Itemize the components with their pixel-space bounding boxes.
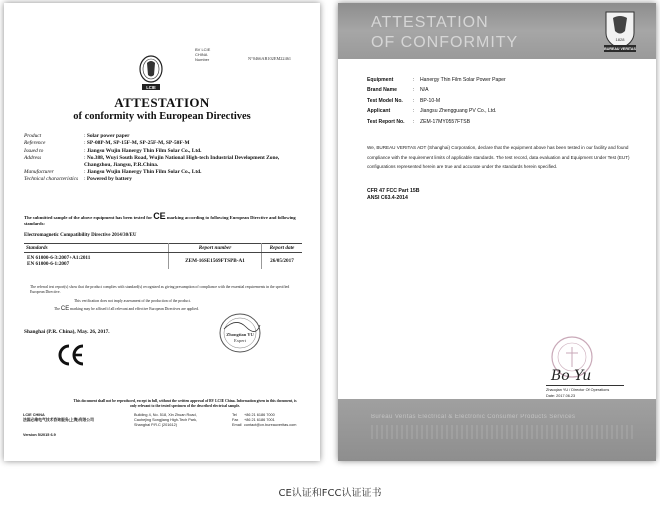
logo-text: BUREAU VERITAS [604, 47, 636, 52]
fcc-field-report: Test Report No. : ZEM-17MY0557FTSB [367, 118, 471, 125]
table-cell-report-number: ZEM-16SE1569FTSPB-A1 [169, 253, 262, 270]
ce-directive: Electromagnetic Compatibility Directive 2014/30/EU [24, 233, 137, 238]
ce-row-technical: Technical characteristics : Powered by battery [24, 176, 314, 183]
ce-subtitle: of conformity with European Directives [73, 111, 251, 122]
fcc-header-banner [338, 3, 656, 59]
ce-submitted-text: The submitted sample of the above equipment has been tested for CE marking according to following European Directive and following standards: [24, 211, 296, 226]
fcc-title: ATTESTATION [371, 14, 489, 31]
fcc-subtitle: OF CONFORMITY [371, 34, 519, 51]
ce-note-marking: The CE marking may be affixed if all relevant and effective European Directives are applied. [54, 306, 199, 312]
ce-row-address: Address : No.388, Wuyi South Road, Wujin National High-tech Industrial Development Zone, Changzhou, Jiangsu, P.R.China. [24, 155, 314, 168]
ce-certificate-number: N°0466AB102EM22461 [248, 56, 292, 61]
ce-place-date: Shanghai (P.R. China), May. 26, 2017. [24, 329, 110, 335]
ce-title: ATTESTATION [114, 95, 210, 110]
svg-text:Bo Yu: Bo Yu [551, 368, 592, 384]
ce-note-compliance: The referral test report(s) show that the product complies with standard(s) recognized as giving presumption of compliance with the essential requirements in the specified European Directive. [30, 285, 290, 294]
table-header-report-number: Report number [169, 244, 262, 253]
ce-row-product: Product : Solar power paper [24, 133, 314, 140]
table-row [24, 253, 302, 270]
ce-row-issued-to: Issued to : Jiangsu Wujin Hanergy Thin Film Solar Co., Ltd. [24, 148, 314, 155]
ce-mark-icon [56, 343, 86, 367]
ce-seal-stamp [216, 311, 264, 357]
fcc-field-equipment: Equipment : Hanergy Thin Film Solar Power Paper [367, 77, 506, 83]
ce-footer-contact-values: +86 21 6186 7000 +86 21 6186 7001 contact@cn.bureauveritas.com [244, 413, 297, 427]
ce-footer-company: LCIE CHINA 法国必维电气技术咨询服务(上海)有限公司 [23, 413, 94, 422]
signature-line [546, 385, 624, 386]
stamp-role: Expert [234, 338, 246, 343]
ce-row-manufacturer: Manufacturer : Jiangsu Wujin Hanergy Thin Film Solar Co., Ltd. [24, 169, 314, 176]
fcc-fields [367, 75, 506, 127]
ce-footer-notice: This document shall not be reproduced, except in full, without the written approval of BV LCIE China. Information given in this document, is only relevant to the tested specimen of the described electrical sample. [73, 399, 297, 408]
table-cell-standards: EN 61000-6-3:2007+A1:2011 EN 61000-6-1:2007 [24, 253, 169, 270]
fcc-footer-texture [371, 425, 633, 439]
ce-version: Version 5/2015 6.9 [23, 433, 56, 437]
ce-footer-address: Building 4, No. 518, Xin Zhuan Road, Caohejing Songjiang High-Tech Park, Shanghai P.R.C (201612) [134, 413, 198, 427]
fcc-standards: CFR 47 FCC Part 15B ANSI C63.4-2014 [367, 188, 420, 201]
lcie-logo-text: LCIE [146, 84, 156, 90]
ce-note-verification: This verification does not imply assessment of the production of the product. [74, 299, 191, 303]
fcc-signature [549, 363, 621, 385]
ce-info-rows [24, 133, 314, 184]
logo-year: 1828 [615, 37, 625, 42]
ce-inline-mark: CE [153, 211, 166, 221]
fcc-field-model: Test Model No. : BP-10-M [367, 97, 441, 104]
stamp-signer: Zhongtian YU [226, 332, 254, 337]
fcc-declaration: We, BUREAU VERITAS ADT (Shanghai) Corporation, declare that the equipment above has been tested in our facility and found compliance with the requirement limits of applicable standards. The test record, data evaluation and Equipment Under Test (EUT) configurations represented herein are true and accurate under the standards herein specified. [367, 145, 630, 170]
fcc-certificate [338, 3, 656, 461]
table-header-standards: Standards [24, 244, 169, 253]
fcc-footer-text: Bureau Veritas Electrical & Electronic Consumer Products Services [371, 414, 576, 420]
ce-row-reference: Reference : SP-08P-M, SP-15F-M, SP-25F-M, SP-50F-M [24, 140, 314, 147]
table-cell-report-date: 26/05/2017 [270, 258, 294, 264]
fcc-field-brand: Brand Name : N/A [367, 87, 429, 94]
fcc-field-applicant: Applicant : Jiangsu Zhengguang PV Co., Ltd. [367, 108, 497, 115]
ce-certificate [4, 3, 320, 461]
ce-footer-contact-labels: Tel Fax Email [232, 413, 242, 427]
image-caption: CE认证和FCC认证证书 [278, 488, 382, 499]
bureau-veritas-logo [600, 9, 640, 53]
ce-issuer-id: BV LCIE CHINA Number [195, 47, 211, 62]
lcie-logo [138, 55, 164, 91]
fcc-signer-block: Zhaoqian YU / Director Of Operations Date: 2017.06.23 [546, 388, 610, 398]
ce-standards-table [24, 243, 302, 269]
table-header-report-date: Report date [262, 244, 303, 253]
fcc-footer-banner [338, 399, 656, 461]
